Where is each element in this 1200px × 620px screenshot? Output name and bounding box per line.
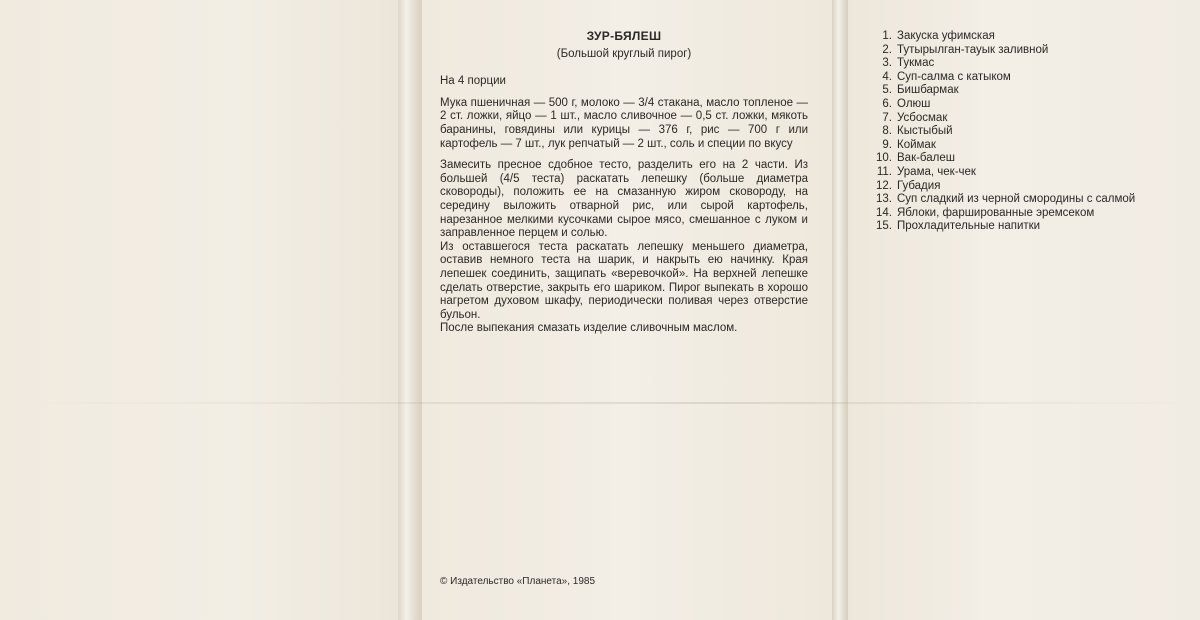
list-item <box>866 139 1196 153</box>
recipe-text <box>440 30 808 336</box>
list-item-number: 15. <box>876 220 892 233</box>
copyright-notice: © Издательство «Планета», 1985 <box>440 576 596 587</box>
list-item-label: Закуска уфимская <box>897 30 995 42</box>
list-item <box>866 30 1196 44</box>
recipe-servings: На 4 порции <box>440 75 506 88</box>
list-item-label: Губадия <box>897 179 941 192</box>
list-item-label: Тукмас <box>897 57 935 70</box>
list-item <box>866 220 1196 234</box>
list-item-number: 7. <box>882 111 892 124</box>
list-item-number: 13. <box>876 193 892 206</box>
list-item-label: Кыстыбый <box>897 125 953 138</box>
list-item-number: 6. <box>882 97 892 110</box>
list-item-number: 3. <box>882 57 892 70</box>
left-blank-panel <box>0 0 398 620</box>
list-item <box>866 193 1196 207</box>
list-item-label: Суп сладкий из черной смородины с салмой <box>897 193 1136 206</box>
list-item-number: 8. <box>882 125 892 138</box>
list-item-number: 4. <box>882 70 892 83</box>
list-item-label: Коймак <box>897 138 936 151</box>
right-fold <box>832 0 848 620</box>
list-item <box>866 98 1196 112</box>
list-item-label: Урама, чек-чек <box>897 165 976 178</box>
list-item-label: Тутырылган-тауык заливной <box>897 43 1049 56</box>
left-fold <box>398 0 422 620</box>
list-item-number: 9. <box>882 138 892 151</box>
list-item-label: Олюш <box>897 97 931 110</box>
list-item-label: Усбосмак <box>897 111 948 124</box>
list-item-number: 11. <box>876 165 892 178</box>
list-item-label: Вак-балеш <box>897 152 955 165</box>
list-item <box>866 125 1196 139</box>
list-item-number: 2. <box>882 43 892 56</box>
list-item <box>866 71 1196 85</box>
list-item <box>866 152 1196 166</box>
list-item <box>866 207 1196 221</box>
recipe-step: Из оставшегося теста раскатать лепешку меньшего диаметра, оставив немного теста на шарик, и накрыть ею начинку. Края лепешек соединить, защипать «веревочкой». На верхней лепешке сделать отверстие, закрыть его шариком. Пирог выпекать в хорошо нагретом духовом шкафу, периодически поливая через отверстие бульон. <box>440 240 808 321</box>
list-item-number: 10. <box>876 152 892 165</box>
recipe-step: После выпекания смазать изделие сливочным маслом. <box>440 322 738 335</box>
list-item <box>866 44 1196 58</box>
recipe-subtitle: (Большой круглый пирог) <box>556 47 692 60</box>
list-item-number: 12. <box>876 179 892 192</box>
list-item <box>866 84 1196 98</box>
list-item-label: Яблоки, фаршированные эремсеком <box>897 206 1095 219</box>
horizontal-crease <box>0 402 1200 404</box>
list-item <box>866 166 1196 180</box>
menu-list <box>866 30 1196 234</box>
list-item-number: 1. <box>882 30 892 42</box>
recipe-title: ЗУР-БЯЛЕШ <box>586 29 662 43</box>
list-item-label: Бишбармак <box>897 84 959 97</box>
list-item-number: 5. <box>882 84 892 97</box>
list-item <box>866 112 1196 126</box>
list-item <box>866 57 1196 71</box>
list-item-number: 14. <box>876 206 892 219</box>
recipe-step: Замесить пресное сдобное тесто, разделить его на 2 части. Из большей (4/5 теста) раскатать лепешку (больше диаметра сковороды), положить ее на смазанную жиром сковороду, на середину выложить отварной рис, или сырой картофель, нарезанное мелкими кусочками сырое мясо, смешанное с луком и заправленное перцем и солью. <box>440 159 808 240</box>
list-item-label: Суп-салма с катыком <box>897 70 1011 83</box>
list-item-label: Прохладительные напитки <box>897 220 1041 233</box>
list-item <box>866 180 1196 194</box>
recipe-ingredients: Мука пшеничная — 500 г, молоко — 3/4 стакана, масло топленое — 2 ст. ложки, яйцо — 1 шт., масло сливочное — 0,5 ст. ложки, мякоть баранины, говядины или курицы — 376 г, рис — 700 г или картофель — 7 шт., лук репчатый — 2 шт., соль и специи по вкусу <box>440 96 808 150</box>
